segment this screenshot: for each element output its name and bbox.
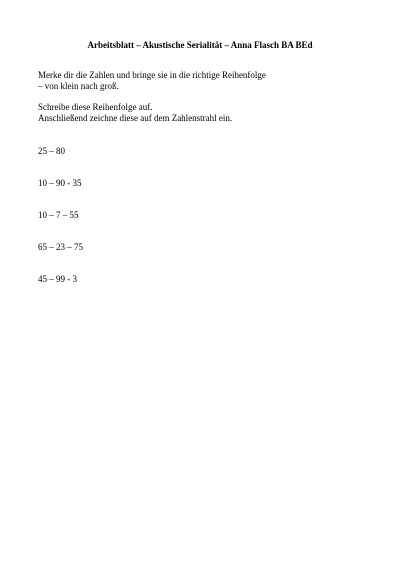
number-sequence-2: 10 – 90 - 35 — [38, 178, 82, 188]
number-sequence-5: 45 – 99 - 3 — [38, 274, 77, 284]
page-title: Arbeitsblatt – Akustische Serialität – Anna Flasch BA BEd — [87, 40, 313, 50]
instruction-line: Schreibe diese Reihenfolge auf. — [38, 102, 153, 112]
instruction-line: – von klein nach groß. — [38, 81, 119, 91]
number-sequence-3: 10 – 7 – 55 — [38, 210, 79, 220]
instruction-line: Anschließend zeichne diese auf dem Zahlenstrahl ein. — [38, 113, 233, 123]
number-sequence-1: 25 – 80 — [38, 146, 65, 156]
instruction-line: Merke dir die Zahlen und bringe sie in die richtige Reihenfolge — [38, 70, 266, 80]
instruction-paragraph-order — [38, 70, 266, 92]
number-sequence-4: 65 – 23 – 75 — [38, 242, 83, 252]
instruction-paragraph-write — [38, 102, 232, 124]
